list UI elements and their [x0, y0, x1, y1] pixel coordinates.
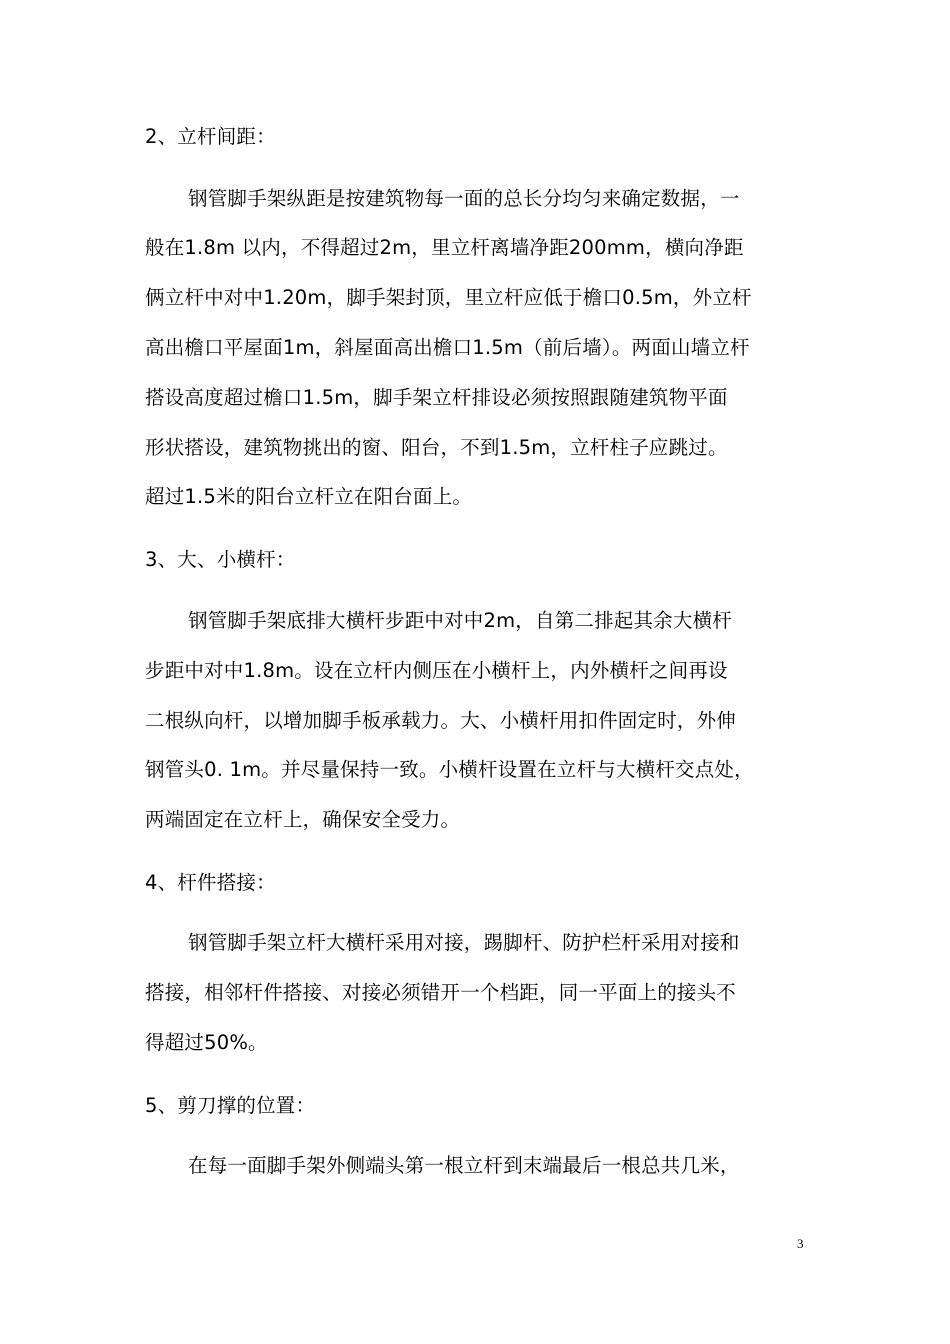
paragraph-line: 钢管头0. 1m。并尽量保持一致。小横杆设置在立杆与大横杆交点处， [145, 758, 754, 781]
paragraph-line: 二根纵向杆，以增加脚手板承载力。大、小横杆用扣件固定时，外伸 [145, 709, 737, 732]
section-heading-3: 3、大、小横杆： [145, 548, 296, 571]
paragraph-line: 得超过50%。 [145, 1031, 268, 1054]
paragraph-line: 在每一面脚手架外侧端头第一根立杆到末端最后一根总共几米， [188, 1154, 740, 1177]
paragraph-line: 钢管脚手架纵距是按建筑物每一面的总长分均匀来确定数据，一 [188, 187, 740, 210]
page-number: 3 [797, 1236, 804, 1251]
paragraph-line: 俩立杆中对中1.20m，脚手架封顶，里立杆应低于檐口0.5m，外立杆 [145, 286, 752, 309]
paragraph-line: 钢管脚手架底排大横杆步距中对中2m，自第二排起其余大横杆 [188, 609, 733, 632]
section-heading-4: 4、杆件搭接： [145, 871, 276, 894]
paragraph-line: 两端固定在立杆上，确保安全受力。 [145, 808, 461, 831]
paragraph-line: 搭设高度超过檐口1.5m，脚手架立杆排设必须按照跟随建筑物平面 [145, 386, 728, 409]
paragraph-line: 形状搭设，建筑物挑出的窗、阳台，不到1.5m，立杆柱子应跳过。 [145, 436, 728, 459]
section-heading-2: 2、立杆间距： [145, 125, 276, 148]
paragraph-line: 步距中对中1.8m。设在立杆内侧压在小横杆上，内外横杆之间再设 [145, 659, 728, 682]
paragraph-line: 高出檐口平屋面1m，斜屋面高出檐口1.5m（前后墙）。两面山墙立杆 [145, 336, 750, 359]
paragraph-line: 般在1.8m 以内，不得超过2m，里立杆离墙净距200mm，横向净距 [145, 236, 744, 259]
paragraph-line: 搭接，相邻杆件搭接、对接必须错开一个档距，同一平面上的接头不 [145, 981, 737, 1004]
section-heading-5: 5、剪刀撑的位置： [145, 1094, 316, 1117]
paragraph-line: 超过1.5米的阳台立杆立在阳台面上。 [145, 485, 473, 508]
paragraph-line: 钢管脚手架立杆大横杆采用对接，踢脚杆、防护栏杆采用对接和 [188, 931, 740, 954]
